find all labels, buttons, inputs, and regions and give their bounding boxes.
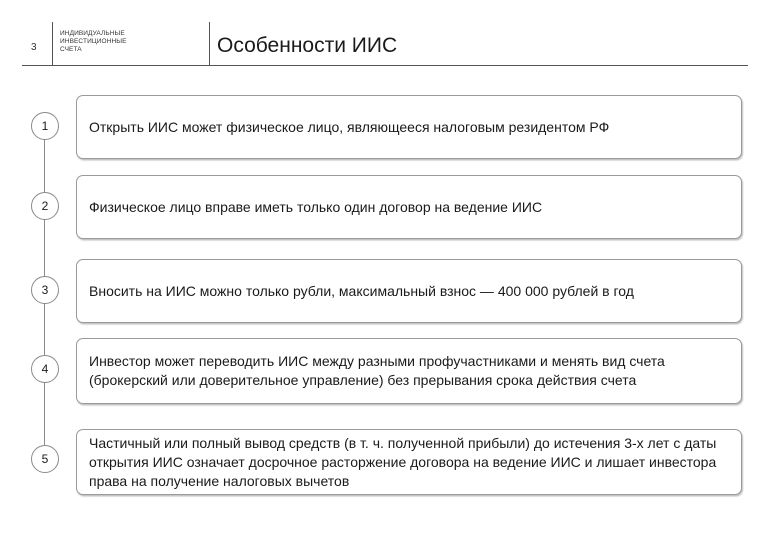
item-card-5 bbox=[76, 429, 742, 495]
item-text-5: Частичный или полный вывод средств (в т. ч. полученной прибыли) до истечения 3-х лет с даты открытия ИИС означает досрочное расторжение договора на ведение ИИС и лишает инвестора права на получение налоговых вычетов bbox=[89, 434, 717, 489]
item-card-3 bbox=[76, 259, 742, 323]
page-number: 3 bbox=[31, 42, 37, 53]
item-card-2 bbox=[76, 175, 742, 239]
header-subtitle bbox=[60, 30, 127, 54]
header-subtitle-line: ИНДИВИДУАЛЬНЫЕ bbox=[60, 30, 125, 37]
item-number-1: 1 bbox=[31, 112, 59, 140]
item-text-2: Физическое лицо вправе иметь только один договор на ведение ИИС bbox=[89, 198, 543, 215]
header-subtitle-line: СЧЕТА bbox=[60, 46, 82, 53]
page-title: Особенности ИИС bbox=[217, 34, 398, 57]
item-text-1: Открыть ИИС может физическое лицо, являющееся налоговым резидентом РФ bbox=[89, 118, 610, 135]
header-subtitle-line: ИНВЕСТИЦИОННЫЕ bbox=[60, 38, 127, 45]
item-card-1 bbox=[76, 95, 742, 159]
item-number-3: 3 bbox=[31, 276, 59, 304]
header-divider bbox=[22, 65, 748, 66]
item-number-5: 5 bbox=[31, 445, 59, 473]
item-text-4: Инвестор может переводить ИИС между разными профучастниками и менять вид счета (брокерский или доверительное управление) без прерывания срока действия счета bbox=[89, 353, 665, 388]
item-number-4: 4 bbox=[31, 355, 59, 383]
item-card-4 bbox=[76, 338, 742, 404]
item-number-2: 2 bbox=[31, 192, 59, 220]
item-text-3: Вносить на ИИС можно только рубли, максимальный взнос — 400 000 рублей в год bbox=[89, 282, 634, 299]
